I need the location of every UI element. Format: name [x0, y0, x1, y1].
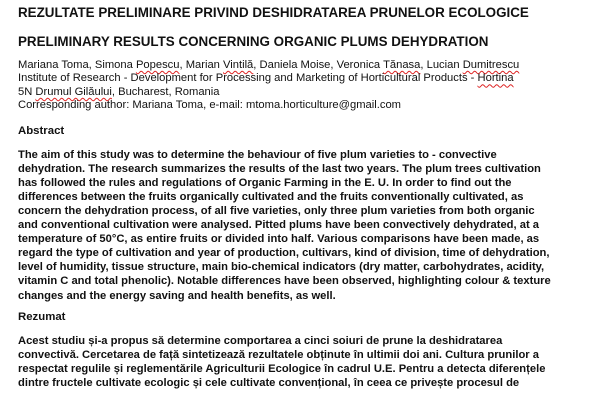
rezumat-heading: Rezumat: [18, 310, 66, 323]
abstract-line: concern the dehydration process, of all five varieties, only three plum varieties from both organic: [18, 205, 535, 217]
title-english: PRELIMINARY RESULTS CONCERNING ORGANIC PLUMS DEHYDRATION: [18, 34, 489, 49]
affiliation-line-2: 5N Drumul Gilăului, Bucharest, Romania: [18, 85, 220, 98]
abstract-line: differences between the fruits organically cultivated and the fruits conventionally cultivated, as: [18, 190, 524, 203]
abstract-line: temperature of 50°C, as entire fruits or divided into half. Various comparisons have been made, as: [18, 233, 540, 246]
abstract-line: level of humidity, tissue structure, main bio-chemical indicators (dry matter, carbohydrates, acidity,: [18, 261, 545, 274]
rezumat-line: dintre fructele cultivate ecologic și cele cultivate convențional, în ceea ce privește procesul de: [18, 376, 520, 389]
corresponding-author: Corresponding author: Mariana Toma, e-mail: mtoma.horticulture@gmail.com: [18, 99, 401, 112]
abstract-line: vitamin C and total phenolic). Notable differences have been observed, highlighting colour & texture: [18, 275, 551, 288]
abstract-line: dehydration. The research summarizes the results of the last two years. The plum trees cultivation: [18, 162, 541, 175]
abstract-heading: Abstract: [18, 124, 65, 137]
author-block: [18, 59, 590, 113]
title-romanian: REZULTATE PRELIMINARE PRIVIND DESHIDRATAREA PRUNELOR ECOLOGICE: [18, 5, 529, 20]
abstract-body: [18, 148, 590, 303]
affiliation-line-1: Institute of Research - Development for Processing and Marketing of Horticultural Products - Hortina: [18, 72, 514, 85]
rezumat-line: Acest studiu și-a propus să determine comportarea a cinci soiuri de prune la deshidratarea: [18, 334, 503, 347]
abstract-line: The aim of this study was to determine the behaviour of five plum varieties to - convective: [18, 148, 497, 161]
rezumat-line: respectat regulile și reglementările Agriculturii Ecologice în cadrul U.E. Pentru a detecta diferențele: [18, 362, 546, 375]
abstract-line: changes and the energy saving and health benefits, as well.: [18, 289, 336, 302]
abstract-line: and conventional cultivation were analysed. Pitted plums have been convectively dehydrated, at a: [18, 219, 539, 232]
abstract-line: regard the type of cultivation and year of production, cultivars, kind of division, time of dehydration,: [18, 247, 550, 260]
abstract-line: has followed the rules and regulations of Organic Farming in the E. U. In order to find out the: [18, 176, 512, 189]
rezumat-line: convectivă. Cercetarea de față sintetizează rezultatele obținute în ultimii doi ani. Cultura prunilor a: [18, 348, 539, 361]
author-names: Mariana Toma, Simona Popescu, Marian Vintilă, Daniela Moise, Veronica Tănasa, Lucian Dumitrescu: [18, 59, 520, 71]
rezumat-body: [18, 334, 590, 390]
